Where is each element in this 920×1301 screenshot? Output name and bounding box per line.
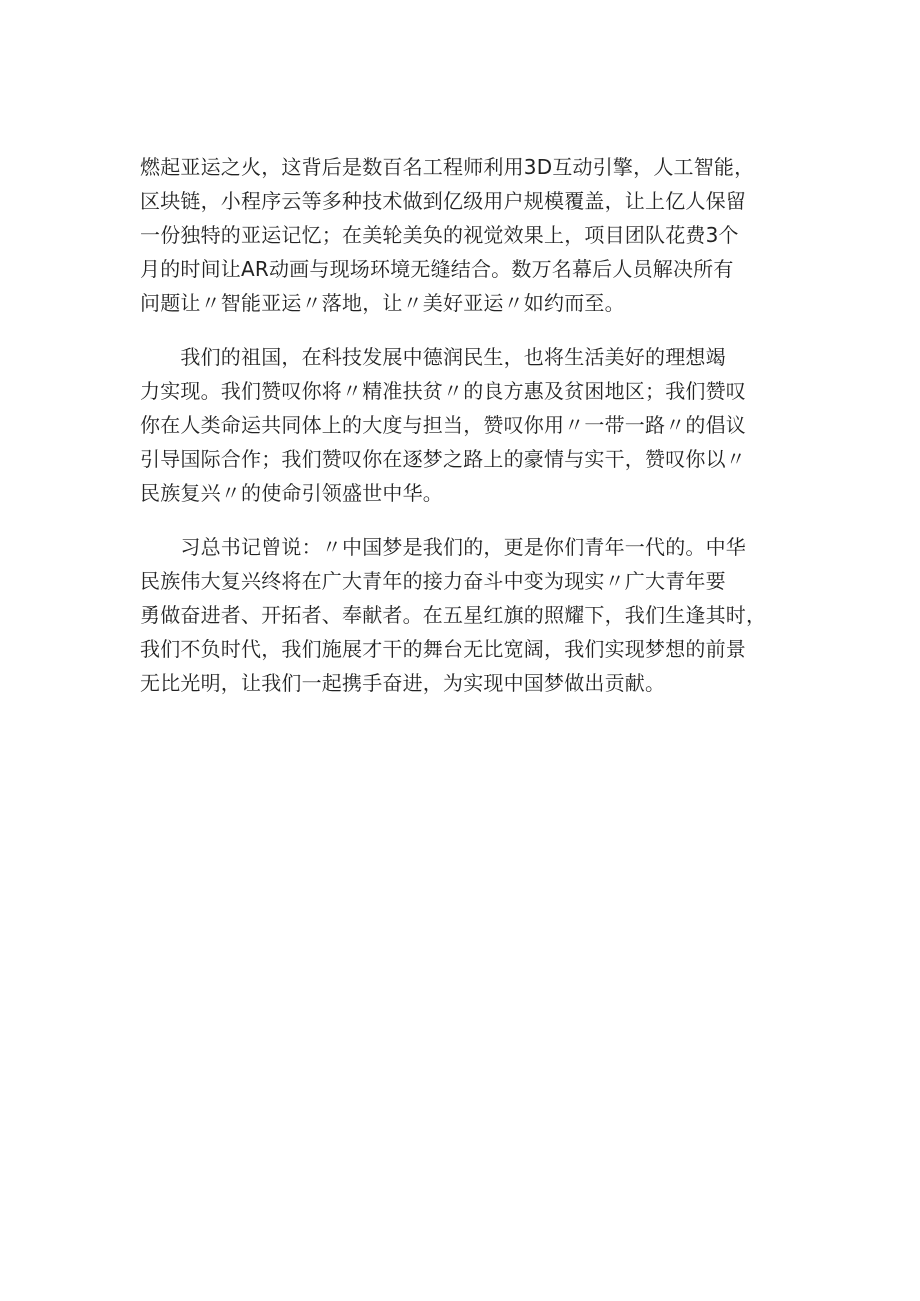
paragraph-line: 民族伟大复兴终将在广大青年的接力奋斗中变为现实〃广大青年要 [140,569,726,593]
paragraph-line: 无比光明，让我们一起携手奋进，为实现中国梦做出贡献。 [140,671,666,695]
paragraph-1 [140,150,792,320]
paragraph-line: 引导国际合作；我们赞叹你在逐梦之路上的豪情与实干，赞叹你以〃 [140,447,746,471]
paragraph-line: 我们的祖国，在科技发展中德润民生，也将生活美好的理想竭 [140,345,726,369]
paragraph-line: 月的时间让AR动画与现场环境无缝结合。数万名幕后人员解决所有 [140,257,734,281]
paragraph-spacer [140,320,792,340]
paragraph-3 [140,530,792,700]
paragraph-line: 区块链，小程序云等多种技术做到亿级用户规模覆盖，让上亿人保留 [140,189,746,213]
paragraph-2 [140,340,792,510]
paragraph-spacer [140,510,792,530]
paragraph-line: 力实现。我们赞叹你将〃精准扶贫〃的良方惠及贫困地区；我们赞叹 [140,379,746,403]
paragraph-line: 习总书记曾说：〃中国梦是我们的，更是你们青年一代的。中华 [140,535,746,559]
paragraph-line: 一份独特的亚运记忆；在美轮美奂的视觉效果上，项目团队花费3个 [140,223,739,247]
paragraph-line: 你在人类命运共同体上的大度与担当，赞叹你用〃一带一路〃的倡议 [140,413,746,437]
paragraph-line: 燃起亚运之火，这背后是数百名工程师利用3D互动引擎，人工智能， [140,155,755,179]
paragraph-line: 我们不负时代，我们施展才干的舞台无比宽阔，我们实现梦想的前景 [140,637,746,661]
paragraph-line: 民族复兴〃的使命引领盛世中华。 [140,481,443,505]
paragraph-line: 勇做奋进者、开拓者、奉献者。在五星红旗的照耀下，我们生逢其时， [140,603,767,627]
paragraph-line: 问题让〃智能亚运〃落地，让〃美好亚运〃如约而至。 [140,291,625,315]
document-body [140,150,792,700]
